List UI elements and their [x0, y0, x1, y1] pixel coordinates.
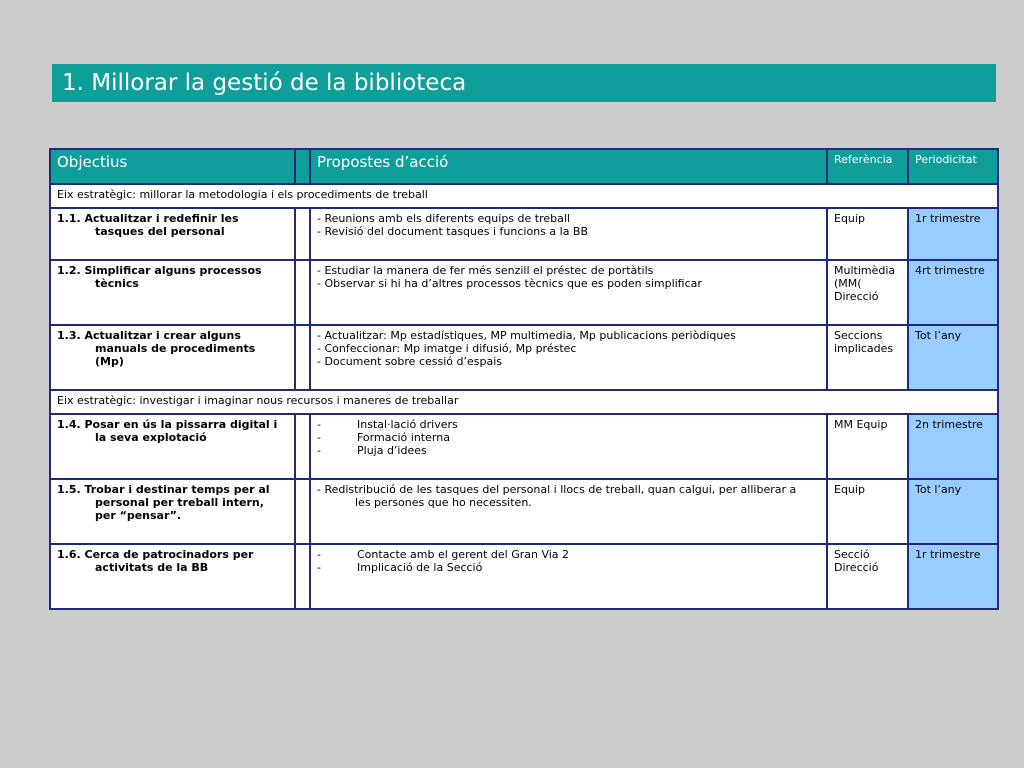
reference-cell: Multimèdia (MM( Direcció: [827, 260, 908, 325]
strategic-axis: Eix estratègic: millorar la metodologia i els procediments de treball: [50, 184, 998, 208]
objective-cell: [50, 414, 295, 479]
action-item: - Estudiar la manera de fer més senzill el préstec de portàtils: [317, 264, 654, 277]
reference-cell: MM Equip: [827, 414, 908, 479]
action-item: - Confeccionar: Mp imatge i difusió, Mp préstec: [317, 342, 577, 355]
periodicity-cell: Tot l’any: [908, 325, 998, 390]
action-item: - Revisió del document tasques i funcions a la BB: [317, 225, 589, 238]
table-row: [50, 208, 998, 260]
objective-cell: [50, 325, 295, 390]
action-item: - Redistribució de les tasques del personal i llocs de treball, quan calgui, per alliberar a les persones que ho necessiten.: [317, 483, 797, 509]
spacer-cell: [295, 325, 310, 390]
strategic-axis: Eix estratègic: investigar i imaginar nous recursos i maneres de treballar: [50, 390, 998, 414]
objective-continuation: activitats de la BB: [95, 561, 209, 574]
periodicity-cell: Tot l’any: [908, 479, 998, 544]
objective-continuation: la seva explotació: [95, 431, 207, 444]
action-item: - Document sobre cessió d’espais: [317, 355, 502, 368]
action-plan-table: [49, 148, 999, 610]
header-periodicitat: Periodicitat: [908, 149, 998, 184]
reference-cell: Secció Direcció: [827, 544, 908, 609]
action-item: - Formació interna: [317, 431, 450, 444]
page-title: 1. Millorar la gestió de la biblioteca: [52, 64, 996, 102]
table-row: [50, 325, 998, 390]
objective-cell: [50, 208, 295, 260]
reference-cell: Seccions implicades: [827, 325, 908, 390]
objective-title: 1.1. Actualitzar i redefinir les: [57, 212, 239, 225]
header-objectius: Objectius: [50, 149, 295, 184]
objective-title: 1.5. Trobar i destinar temps per al: [57, 483, 270, 496]
header-referencia: Referència: [827, 149, 908, 184]
reference-cell: Equip: [827, 208, 908, 260]
actions-cell: [310, 544, 827, 609]
table-row: [50, 260, 998, 325]
actions-cell: [310, 208, 827, 260]
periodicity-cell: 2n trimestre: [908, 414, 998, 479]
action-item: - Implicació de la Secció: [317, 561, 483, 574]
axis-row: [50, 184, 998, 208]
objective-continuation: tasques del personal: [95, 225, 225, 238]
action-item: - Observar si hi ha d’altres processos tècnics que es poden simplificar: [317, 277, 702, 290]
action-item: - Actualitzar: Mp estadístiques, MP multimedia, Mp publicacions periòdiques: [317, 329, 736, 342]
axis-row: [50, 390, 998, 414]
action-item: - Reunions amb els diferents equips de treball: [317, 212, 570, 225]
periodicity-cell: 1r trimestre: [908, 208, 998, 260]
action-item: - Pluja d’idees: [317, 444, 427, 457]
actions-cell: [310, 260, 827, 325]
objective-title: 1.2. Simplificar alguns processos: [57, 264, 262, 277]
actions-cell: [310, 414, 827, 479]
header-spacer: [295, 149, 310, 184]
objective-title: 1.4. Posar en ús la pissarra digital i: [57, 418, 278, 431]
objective-cell: [50, 260, 295, 325]
reference-cell: Equip: [827, 479, 908, 544]
periodicity-cell: 1r trimestre: [908, 544, 998, 609]
actions-cell: [310, 479, 827, 544]
actions-cell: [310, 325, 827, 390]
objective-title: 1.3. Actualitzar i crear alguns: [57, 329, 241, 342]
periodicity-cell: 4rt trimestre: [908, 260, 998, 325]
objective-cell: [50, 479, 295, 544]
table-row: [50, 479, 998, 544]
table-row: [50, 544, 998, 609]
table-row: [50, 414, 998, 479]
spacer-cell: [295, 414, 310, 479]
header-propostes: Propostes d’acció: [310, 149, 827, 184]
spacer-cell: [295, 208, 310, 260]
spacer-cell: [295, 544, 310, 609]
objective-cell: [50, 544, 295, 609]
header-row: [50, 149, 998, 184]
objective-continuation: manuals de procediments (Mp): [95, 342, 256, 368]
objective-title: 1.6. Cerca de patrocinadors per: [57, 548, 254, 561]
objective-continuation: tècnics: [95, 277, 139, 290]
objective-continuation: personal per treball intern, per “pensar”.: [95, 496, 264, 522]
spacer-cell: [295, 479, 310, 544]
spacer-cell: [295, 260, 310, 325]
action-item: - Instal·lació drivers: [317, 418, 458, 431]
action-item: - Contacte amb el gerent del Gran Via 2: [317, 548, 570, 561]
